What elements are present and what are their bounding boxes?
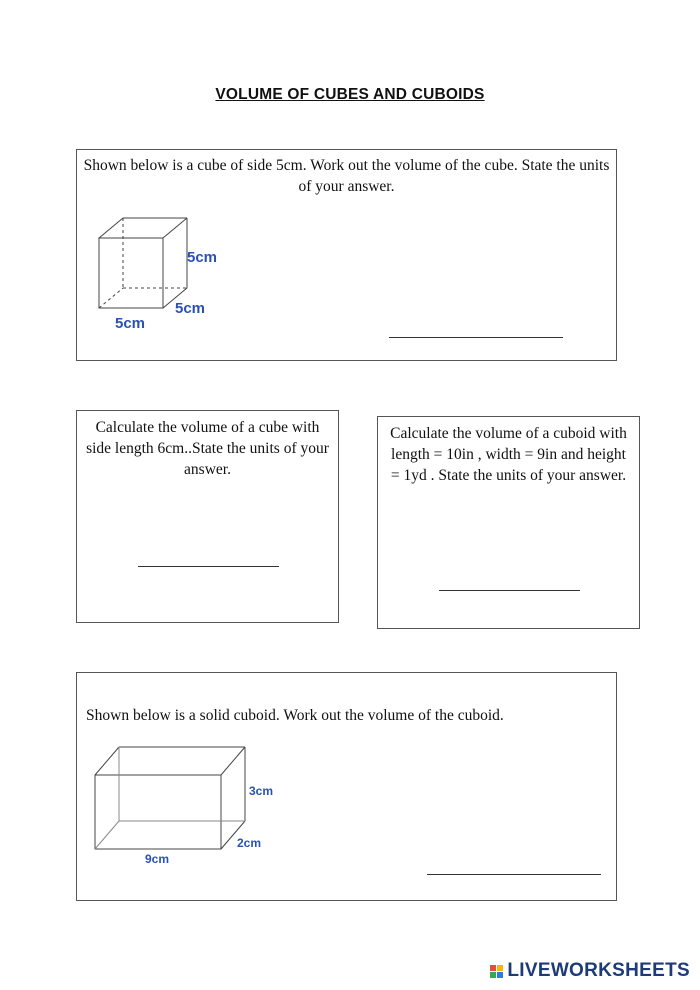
answer-line-4[interactable] [427, 874, 601, 875]
brand-name: LIVEWORKSHEETS [507, 960, 690, 981]
cuboid-height-label: 3cm [249, 784, 274, 798]
liveworksheets-logo[interactable] [490, 960, 690, 982]
cube-width-label: 5cm [115, 315, 146, 332]
logo-square-green [490, 972, 496, 978]
question-4-box [76, 672, 617, 901]
logo-square-yellow [497, 965, 503, 971]
question-2-box [76, 410, 339, 623]
cube-depth-label: 5cm [175, 300, 206, 317]
cube-diagram [93, 212, 253, 332]
question-3-box [377, 416, 640, 629]
cuboid-depth-label: 2cm [237, 836, 262, 850]
cube-height-label: 5cm [187, 249, 218, 266]
question-1-text: Shown below is a cube of side 5cm. Work out the volume of the cube. State the units of your answer. [83, 157, 610, 195]
question-1-box [76, 149, 617, 361]
answer-line-1[interactable] [389, 337, 563, 338]
worksheet-title: VOLUME OF CUBES AND CUBOIDS [215, 86, 485, 103]
cuboid-diagram [89, 743, 309, 873]
liveworksheets-grid-icon [490, 965, 503, 978]
cuboid-length-label: 9cm [145, 852, 170, 866]
logo-square-red [490, 965, 496, 971]
answer-line-2[interactable] [138, 566, 279, 567]
question-3-text: Calculate the volume of a cuboid with length = 10in , width = 9in and height = 1yd . State the units of your answer. [390, 425, 627, 484]
question-4-text: Shown below is a solid cuboid. Work out the volume of the cuboid. [86, 707, 504, 724]
question-2-text: Calculate the volume of a cube with side length 6cm..State the units of your answer. [86, 419, 329, 478]
answer-line-3[interactable] [439, 590, 580, 591]
logo-square-blue [497, 972, 503, 978]
